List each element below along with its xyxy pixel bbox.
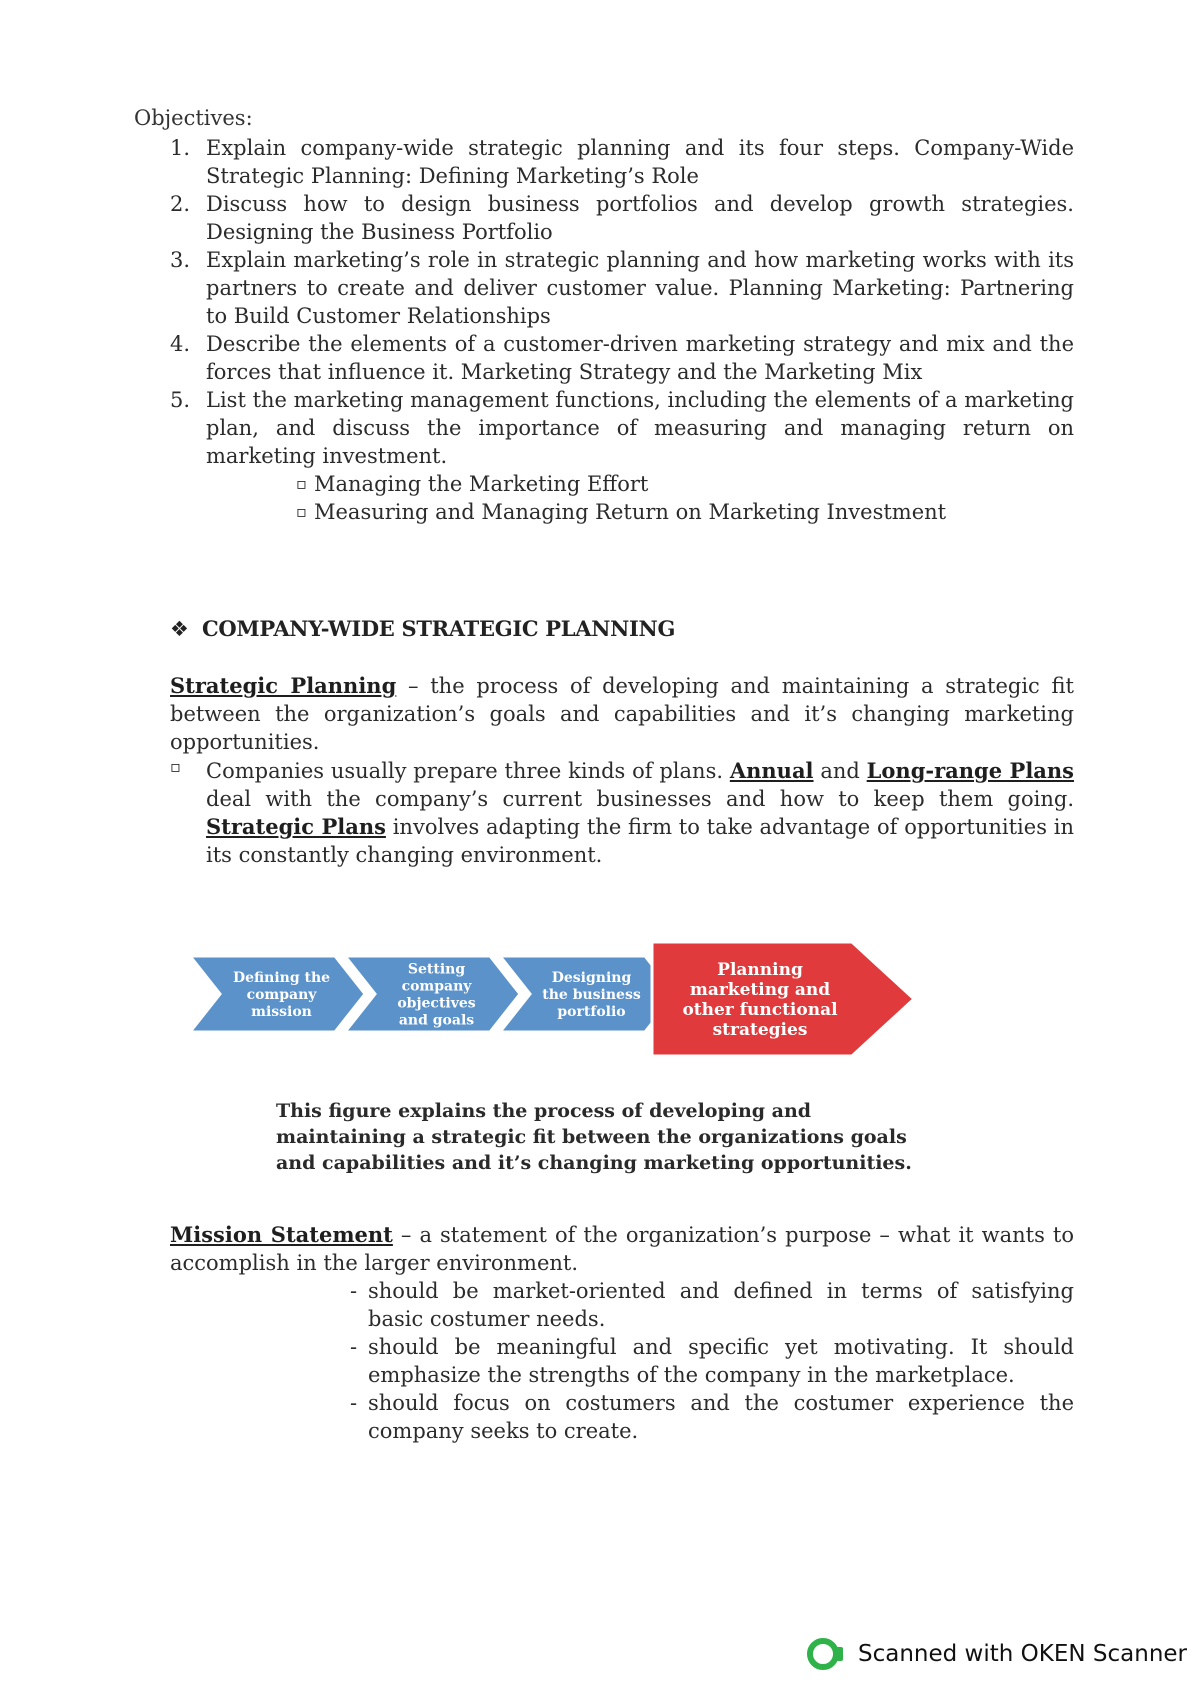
objective-item — [170, 134, 1074, 190]
diamond-bullet-icon: ❖ — [170, 617, 189, 641]
section-heading-text: COMPANY-WIDE STRATEGIC PLANNING — [202, 616, 676, 641]
objective-subitem-text: Managing the Marketing Effort — [314, 472, 649, 496]
process-step-label: portfolio — [557, 1003, 626, 1020]
mission-statement-definition — [170, 1221, 1074, 1277]
objective-sublist — [206, 470, 1074, 526]
long-range-plans-term: Long-range Plans — [866, 758, 1074, 783]
dash-bullet: - — [350, 1391, 358, 1415]
mission-statement-term: Mission Statement — [170, 1222, 393, 1247]
process-step-label: strategies — [712, 1019, 808, 1040]
process-step-label: the business — [542, 986, 641, 1003]
plans-text-part: and — [813, 759, 867, 783]
plans-bullet — [170, 757, 1074, 869]
process-step-label: marketing and — [689, 979, 831, 1000]
plans-text-part: Companies usually prepare three kinds of plans. — [206, 759, 730, 783]
plans-text-part: deal with the company’s current businesses and how to keep them going. — [206, 787, 1074, 811]
objectives-heading: Objectives: — [134, 106, 253, 130]
plans-text-part: involves adapting the firm to take advantage of opportunities in its constantly changing environment. — [206, 815, 1075, 867]
square-bullet-icon: ▫ — [296, 502, 307, 521]
objective-number: 3. — [170, 248, 191, 272]
objective-number: 5. — [170, 388, 191, 412]
process-step-label: company — [401, 978, 472, 995]
scanner-watermark — [806, 1636, 1187, 1672]
mission-point-text: should focus on costumers and the costumer experience the company seeks to create. — [368, 1391, 1074, 1443]
section-heading — [170, 616, 675, 641]
mission-point-text: should be market-oriented and defined in terms of satisfying basic costumer needs. — [368, 1279, 1074, 1331]
process-step-label: mission — [251, 1003, 312, 1020]
mission-point — [350, 1389, 1074, 1445]
process-step-label: Designing — [551, 969, 632, 986]
process-step-label: Defining the — [232, 969, 331, 986]
objective-text: List the marketing management functions, including the elements of a marketing plan, and discuss the importance of measuring and managing return on marketing investment. — [206, 388, 1074, 468]
objective-text: Discuss how to design business portfolios and develop growth strategies. Designing the Business Portfolio — [206, 192, 1074, 244]
scanner-text: Scanned with OKEN Scanner — [858, 1641, 1187, 1667]
mission-points-list — [350, 1277, 1074, 1445]
strategic-planning-definition — [170, 672, 1074, 756]
objective-subitem — [296, 470, 1074, 498]
objective-item — [170, 330, 1074, 386]
square-bullet-icon: ▫ — [170, 757, 181, 776]
objective-item — [170, 246, 1074, 330]
square-bullet-icon: ▫ — [296, 474, 307, 493]
objective-item — [170, 190, 1074, 246]
objective-subitem-text: Measuring and Managing Return on Marketing Investment — [314, 500, 947, 524]
strategic-plans-term: Strategic Plans — [206, 814, 386, 839]
dash-bullet: - — [350, 1335, 358, 1359]
strategic-planning-process-diagram — [190, 940, 990, 1060]
objective-number: 1. — [170, 136, 191, 160]
mission-point — [350, 1277, 1074, 1333]
process-step-label: and goals — [398, 1012, 475, 1029]
objective-subitem — [296, 498, 1074, 526]
mission-statement-text: – a statement of the organization’s purpose – what it wants to accomplish in the larger environment. — [170, 1223, 1074, 1275]
objective-text: Explain company-wide strategic planning and its four steps. Company-Wide Strategic Planning: Defining Marketing’s Role — [206, 136, 1074, 188]
process-step-label: other functional — [682, 999, 838, 1020]
objective-text: Describe the elements of a customer-driven marketing strategy and mix and the forces that influence it. Marketing Strategy and the Marketing Mix — [206, 332, 1074, 384]
strategic-planning-term: Strategic Planning — [170, 673, 397, 698]
process-step-label: company — [246, 986, 317, 1003]
objectives-list — [170, 134, 1074, 526]
objective-item — [170, 386, 1074, 526]
annual-term: Annual — [729, 758, 814, 783]
objective-text: Explain marketing’s role in strategic planning and how marketing works with its partners to create and deliver customer value. Planning Marketing: Partnering to Build Customer Relationships — [206, 248, 1074, 328]
process-step-label: objectives — [397, 995, 476, 1012]
strategic-planning-text: – the process of developing and maintaining a strategic fit between the organization’s goals and capabilities and it’s changing marketing opportunities. — [170, 674, 1074, 754]
diagram-caption: This figure explains the process of developing and maintaining a strategic fit between the organizations goals and capabilities and it’s changing marketing opportunities. — [276, 1100, 912, 1174]
dash-bullet: - — [350, 1279, 358, 1303]
objective-number: 2. — [170, 192, 191, 216]
plans-text — [206, 757, 1074, 869]
process-step-label: Planning — [717, 959, 803, 980]
oken-scanner-logo-icon — [806, 1637, 844, 1671]
objective-number: 4. — [170, 332, 191, 356]
mission-point — [350, 1333, 1074, 1389]
process-step-label: Setting — [407, 961, 466, 978]
mission-point-text: should be meaningful and specific yet motivating. It should emphasize the strengths of the company in the marketplace. — [368, 1335, 1074, 1387]
